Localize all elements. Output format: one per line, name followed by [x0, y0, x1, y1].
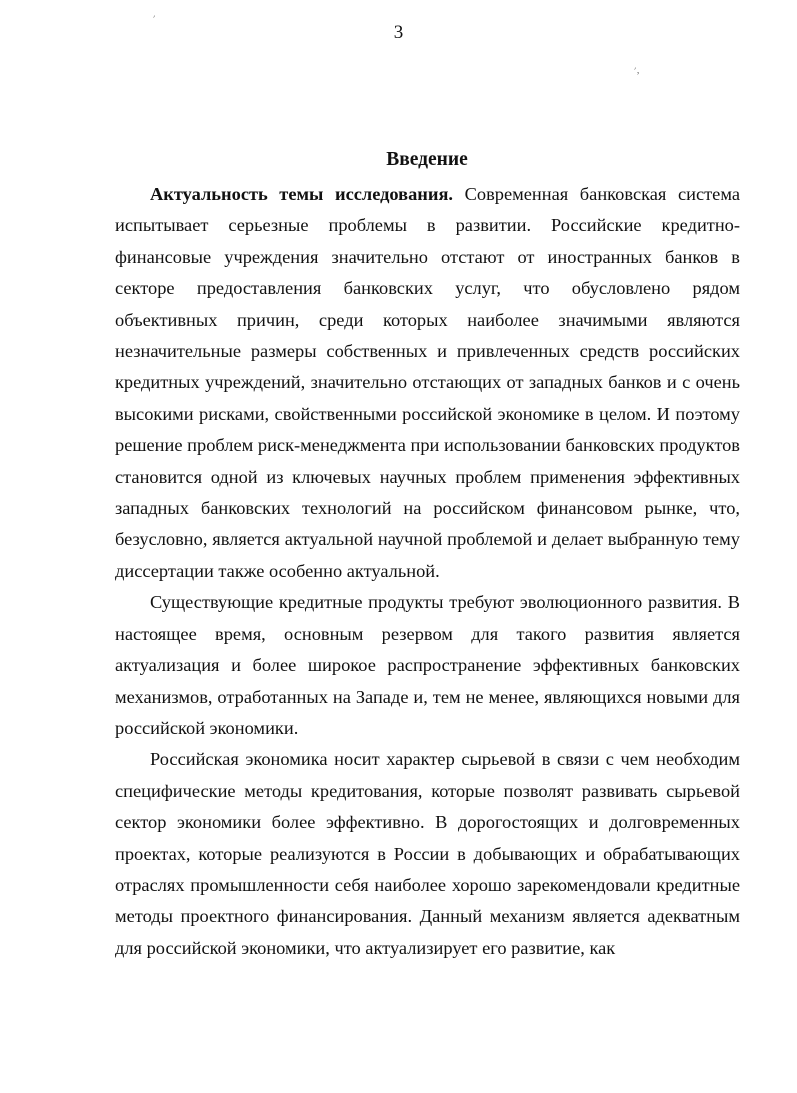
paragraph-lead: Актуальность темы исследования.	[150, 184, 454, 204]
document-body	[115, 179, 740, 964]
paragraph-relevance	[115, 179, 740, 587]
section-heading: Введение	[386, 149, 468, 170]
paragraph-credit-products: Существующие кредитные продукты требуют эволюционного развития. В настоящее время, основным резервом для такого развития является актуализация и более широкое распространение эффективных банковских механизмов, отработанных на Западе и, тем не менее, являющихся новыми для российской экономики.	[115, 592, 740, 738]
scan-speck-mark: ׳‚	[634, 65, 640, 76]
scan-speck-mark: ׳	[153, 13, 156, 24]
paragraph-text: Современная банковская система испытывает серьезные проблемы в развитии. Российские кредитно-финансовые учреждения значительно отстают от иностранных банков в секторе предоставления банковских услуг, что обусловлено рядом объективных причин, среди которых наиболее значимыми являются незначительные размеры собственных и привлеченных средств российских кредитных учреждений, значительно отстающих от западных банков и с очень высокими рисками, свойственными российской экономике в целом. И поэтому решение проблем риск-менеджмента при использовании банковских продуктов становится одной из ключевых научных проблем применения эффективных западных банковских технологий на российском финансовом рынке, что, безусловно, является актуальной научной проблемой и делает выбранную тему диссертации также особенно актуальной.	[115, 184, 740, 581]
paragraph-raw-materials-economy: Российская экономика носит характер сырьевой в связи с чем необходим специфические методы кредитования, которые позволят развивать сырьевой сектор экономики более эффективно. В дорогостоящих и долговременных проектах, которые реализуются в России в добывающих и обрабатывающих отраслях промышленности себя наиболее хорошо зарекомендовали кредитные методы проектного финансирования. Данный механизм является адекватным для российской экономики, что актуализирует его развитие, как	[115, 749, 740, 958]
page-number: 3	[393, 22, 404, 43]
